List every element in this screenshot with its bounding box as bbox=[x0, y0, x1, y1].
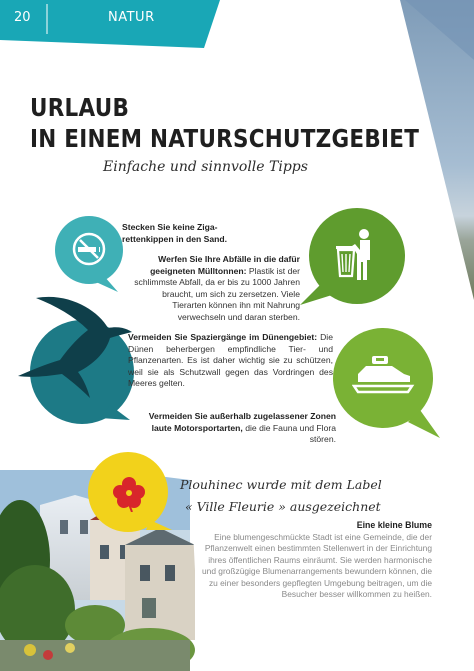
label-title bbox=[180, 474, 382, 518]
tip-1 bbox=[122, 222, 242, 245]
page-subtitle: Einfache und sinnvolle Tipps bbox=[103, 159, 308, 175]
jet-ski-icon bbox=[352, 352, 416, 396]
tip-2 bbox=[130, 254, 300, 324]
no-smoking-icon bbox=[70, 230, 108, 268]
title-line-1: URLAUB bbox=[30, 93, 130, 122]
tip-4-bold: Vermeiden Sie außerhalb zugelassener Zonen laute Motorsportarten, bbox=[148, 411, 336, 433]
tip-3-bold: Vermeiden Sie Spaziergänge im Dünengebiet: bbox=[128, 332, 318, 342]
tip-4-text: die die Fauna und Flora stören. bbox=[242, 422, 336, 445]
page-title bbox=[30, 92, 474, 154]
label-title-line-2: « Ville Fleurie » ausgezeichnet bbox=[185, 499, 381, 514]
section-title: NATUR bbox=[108, 10, 155, 25]
flower-icon bbox=[112, 476, 146, 512]
tip-3 bbox=[128, 332, 333, 390]
label-text: Eine blumengeschmückte Stadt ist eine Gemeinde, die der Pflanzenwelt einen bestimmten Stellenwert in der Einrichtung ihres öffentlichen Raums einräumt. Sie werden harmonische und großzügige Blumenarrangements bewundern können, die zu einer besonders gepflegten Umgebung beitragen, um die Besucher besser willkommen zu heißen. bbox=[202, 532, 432, 600]
tip-2-bold: Werfen Sie Ihre Abfälle in die dafür geeigneten Mülltonnen: bbox=[150, 254, 300, 276]
page-number: 20 bbox=[14, 10, 31, 25]
label-title-line-1: Plouhinec wurde mit dem Label bbox=[180, 477, 382, 492]
label-heading: Eine kleine Blume bbox=[356, 520, 432, 530]
tip-2-text: Plastik ist der schlimmste Abfall, da er bis zu 1000 Jahren braucht, um sich zu zersetzen. Viele Tierarten können ihn mit Nahrung verwechseln und daran sterben. bbox=[134, 265, 300, 322]
trash-can-icon bbox=[330, 226, 382, 282]
tip-3-text: Die Dünen beherbergen empfindliche Tier- und Pflanzenarten. Es ist daher wichtig sie zu schützen, weil sie als Schutzwall gegen das Vordringen des Meeres gelten. bbox=[128, 332, 333, 389]
title-line-2: IN EINEM NATURSCHUTZGEBIET bbox=[30, 124, 420, 153]
bird-icon bbox=[18, 290, 138, 400]
tip-4 bbox=[136, 411, 336, 446]
tip-1-bold: Stecken Sie keine Ziga-rettenkippen in den Sand. bbox=[122, 222, 228, 244]
